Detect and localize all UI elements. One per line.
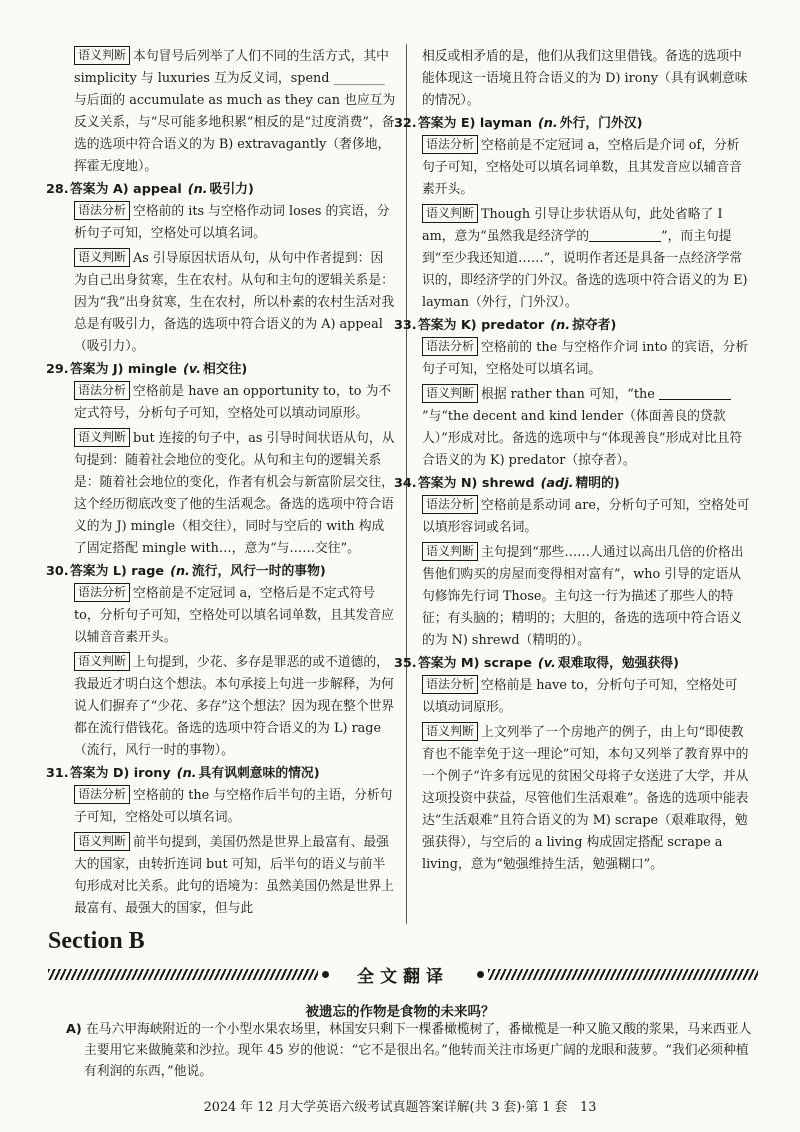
semantic-judgement-28 xyxy=(70,248,396,358)
semantic-tag: 语义判断 xyxy=(74,46,130,65)
grammar-tag: 语法分析 xyxy=(74,381,130,400)
analysis-text: 空格前的 the 与空格作介词 into 的宾语，分析句子可知，空格处可以填名词。 xyxy=(422,340,749,377)
judgement-31-continued: 相反或相矛盾的是，他们从我们这里借钱。备选的选项中能体现这一语境且符合语义的为 D) irony（具有讽刺意味的情况）。 xyxy=(422,49,748,108)
semantic-tag: 语义判断 xyxy=(422,384,478,403)
intro-judgement xyxy=(70,46,396,178)
analysis-text: 空格前是 have an opportunity to，to 为不定式符号，分析句子可知，空格处可以填动词原形。 xyxy=(74,384,392,421)
answer-pos: (n. xyxy=(537,116,558,131)
judgement-text: 上句提到，少花、多存是罪恶的或不道德的，我最近才明白这个想法。本句承接上句进一步解释，为何说人们摒弃了“少花、多存”这个想法？因为现在整个世界都在流行借钱花。备选的选项中符合语义的为 L) rage（流行，风行一时的事物）。 xyxy=(74,655,395,758)
answer-gloss: 相交往) xyxy=(202,362,248,377)
answer-number: 34. xyxy=(394,476,417,491)
grammar-analysis-29 xyxy=(70,381,396,425)
answer-number: 32. xyxy=(394,116,417,131)
right-column xyxy=(394,46,750,876)
analysis-text: 空格前是不定冠词 a，空格后是介词 of，分析句子可知，空格处可以填名词单数，且其发音应以辅音音素开头。 xyxy=(422,138,742,197)
answer-29 xyxy=(46,359,396,381)
semantic-judgement-30 xyxy=(70,652,396,762)
answer-gloss: 艰难取得，勉强获得) xyxy=(557,656,679,671)
answer-pos: (n. xyxy=(176,766,197,781)
grammar-tag: 语法分析 xyxy=(74,201,130,220)
translation-banner xyxy=(48,960,758,990)
analysis-text: 空格前是系动词 are，分析句子可知，空格处可以填形容词或名词。 xyxy=(422,498,750,535)
analysis-text: 空格前的 the 与空格作后半句的主语，分析句子可知，空格处可以填名词。 xyxy=(74,788,393,825)
answer-gloss: 外行，门外汉) xyxy=(559,116,643,131)
article-title: 被遗忘的作物是食物的未来吗？ xyxy=(305,1004,495,1020)
grammar-analysis-28 xyxy=(70,201,396,245)
semantic-judgement-29 xyxy=(70,428,396,560)
answer-text: 答案为 J) mingle xyxy=(70,362,177,377)
answer-pos: (n. xyxy=(550,318,571,333)
answer-number: 28. xyxy=(46,182,69,197)
semantic-tag: 语义判断 xyxy=(74,652,130,671)
paragraph-body xyxy=(66,1019,756,1082)
answer-text: 答案为 E) layman xyxy=(418,116,532,131)
analysis-text: 空格前是 have to，分析句子可知，空格处可以填动词原形。 xyxy=(422,678,738,715)
grammar-tag: 语法分析 xyxy=(422,337,478,356)
answer-text: 答案为 N) shrewd xyxy=(418,476,535,491)
intro-text: 本句冒号后列举了人们不同的生活方式，其中 simplicity 与 luxuries 互为反义词，spend ________ 与后面的 accumulate as much as they can 也应互为反义关系，与“尽可能多地积累”相反的是“过度消费”，备选的选项中符合语义的为 B) extravagantly（奢侈地，挥霍无度地）。 xyxy=(74,49,396,174)
grammar-tag: 语法分析 xyxy=(74,583,130,602)
answer-number: 33. xyxy=(394,318,417,333)
judgement-text: but 连接的句子中，as 引导时间状语从句，从句提到：随着社会地位的变化。从句和主句的逻辑关系是：随着社会地位的变化，作者有机会与新富阶层交往，这个经历彻底改变了他的生活观念。备选的选项中符合语义的为 J) mingle（相交往），同时与空后的 with 构成了固定搭配 mingle with…，意为“与……交往”。 xyxy=(74,431,395,556)
judgement-text: 主句提到“那些……人通过以高出几倍的价格出售他们购买的房屋而变得相对富有”，who 引导的定语从句修饰先行词 Those。主句这一行为描述了那些人的特征；有头脑的；精明的；大胆的，备选的选项中符合语义的为 N) shrewd（精明的）。 xyxy=(422,545,744,648)
judgement-text: ”与“the decent and kind lender（体面善良的贷款人）”形成对比。备选的选项中与“体现善良”形成对比且符合语义的为 K) predator（掠夺者）。 xyxy=(422,409,743,468)
answer-pos: (n. xyxy=(170,564,190,579)
grammar-tag: 语法分析 xyxy=(422,495,478,514)
grammar-analysis-30 xyxy=(70,583,396,649)
answer-number: 30. xyxy=(46,564,69,579)
grammar-tag: 语法分析 xyxy=(422,135,478,154)
semantic-tag: 语义判断 xyxy=(422,542,478,561)
semantic-judgement-34 xyxy=(418,542,750,652)
banner-label: 全文翻译 xyxy=(357,967,449,987)
answer-gloss: 流行，风行一时的事物) xyxy=(191,564,326,579)
paragraph-mark: A) xyxy=(66,1022,82,1037)
answer-blank xyxy=(589,229,661,242)
grammar-analysis-31 xyxy=(70,785,396,829)
judgement-text: 上文列举了一个房地产的例子，由上句“即使教育也不能幸免于这一理论”可知，本句又列举了教育界中的一个例子“许多有远见的贫困父母将子女送进了大学，并从这项投资中获益，尽管他们生活艰难”。备选的选项中能表达“生活艰难”且符合语义的为 M) scrape（艰难取得，勉强获得），与空后的 a living 构成固定搭配 scrape a living，意为“勉强维持生活，勉强糊口”。 xyxy=(422,725,749,872)
answer-31 xyxy=(46,763,396,785)
banner-stripe-right xyxy=(488,969,758,980)
semantic-judgement-33 xyxy=(418,384,750,472)
semantic-tag: 语义判断 xyxy=(74,428,130,447)
grammar-analysis-35 xyxy=(418,675,750,719)
answer-pos: (v. xyxy=(182,362,201,377)
semantic-judgement-31 xyxy=(70,832,396,920)
answer-text: 答案为 M) scrape xyxy=(418,656,532,671)
judgement-text: As 引导原因状语从句，从句中作者提到：因为自己出身贫寒，生在农村。从句和主句的逻辑关系是：因为“我”出身贫寒，生在农村，所以朴素的农村生活对我总是有吸引力，备选的选项中符合语义的为 A) appeal（吸引力）。 xyxy=(74,251,395,354)
answer-pos: (v. xyxy=(537,656,556,671)
grammar-tag: 语法分析 xyxy=(422,675,478,694)
analysis-text: 空格前是不定冠词 a，空格后是不定式符号 to，分析句子可知，空格处可以填名词单数，且其发音应以辅音音素开头。 xyxy=(74,586,394,645)
answer-blank xyxy=(659,387,731,400)
answer-gloss: 具有讽刺意味的情况) xyxy=(198,766,320,781)
section-title: Section B xyxy=(48,928,145,954)
answer-gloss: 精明的) xyxy=(575,476,620,491)
answer-number: 35. xyxy=(394,656,417,671)
translation-paragraph-a xyxy=(48,1019,756,1082)
answer-gloss: 掠夺者) xyxy=(572,318,617,333)
answer-number: 29. xyxy=(46,362,69,377)
answer-gloss: 吸引力) xyxy=(209,182,254,197)
answer-pos: (n. xyxy=(187,182,208,197)
judgement-text: Though 引导让步状语从句，此处省略了 I am，意为“虽然我是经济学的 xyxy=(422,207,723,244)
grammar-tag: 语法分析 xyxy=(74,785,130,804)
judgement-text: ”，而主句提到“至少我还知道……”，说明作者还是具备一点经济学常识的，即经济学的门外汉。备选的选项中符合语义的为 E) layman（外行，门外汉）。 xyxy=(422,229,748,310)
grammar-analysis-33 xyxy=(418,337,750,381)
page-footer: 2024 年 12 月大学英语六级考试真题答案详解(共 3 套)·第 1 套 13 xyxy=(203,1100,597,1115)
semantic-tag: 语义判断 xyxy=(74,248,130,267)
semantic-judgement-35 xyxy=(418,722,750,876)
answer-30 xyxy=(46,561,396,583)
answer-33 xyxy=(394,315,750,337)
grammar-analysis-34 xyxy=(418,495,750,539)
semantic-judgement-32 xyxy=(418,204,750,314)
banner-dot-icon xyxy=(477,971,484,978)
semantic-tag: 语义判断 xyxy=(422,722,478,741)
answer-28 xyxy=(46,179,396,201)
answer-text: 答案为 A) appeal xyxy=(70,182,182,197)
answer-35 xyxy=(394,653,750,675)
judgement-text: 根据 rather than 可知，“the xyxy=(481,387,655,402)
answer-text: 答案为 D) irony xyxy=(70,766,171,781)
banner-stripe-left xyxy=(48,969,318,980)
banner-dot-icon xyxy=(322,971,329,978)
answer-text: 答案为 K) predator xyxy=(418,318,545,333)
paragraph-text: 在马六甲海峡附近的一个小型水果农场里，林国安只剩下一棵番橄榄树了，番橄榄是一种又脆又酸的浆果，马来西亚人主要用它来做腌菜和沙拉。现年 45 岁的他说：“它不是很出名。”他转而关注市场更广阔的龙眼和菠萝。“我们必须种植有利润的东西，”他说。 xyxy=(84,1022,752,1079)
semantic-tag: 语义判断 xyxy=(74,832,130,851)
answer-32 xyxy=(394,113,750,135)
grammar-analysis-32 xyxy=(418,135,750,201)
left-column xyxy=(46,46,396,920)
analysis-text: 空格前的 its 与空格作动词 loses 的宾语，分析句子可知，空格处可以填名词。 xyxy=(74,204,390,241)
answer-34 xyxy=(394,473,750,495)
semantic-tag: 语义判断 xyxy=(422,204,478,223)
answer-pos: (adj. xyxy=(540,476,574,491)
judgement-text: 前半句提到，美国仍然是世界上最富有、最强大的国家，由转折连词 but 可知，后半句的语义与前半句形成对比关系。此句的语境为：虽然美国仍然是世界上最富有、最强大的国家，但与此 xyxy=(74,835,394,916)
answer-text: 答案为 L) rage xyxy=(70,564,165,579)
answer-number: 31. xyxy=(46,766,69,781)
